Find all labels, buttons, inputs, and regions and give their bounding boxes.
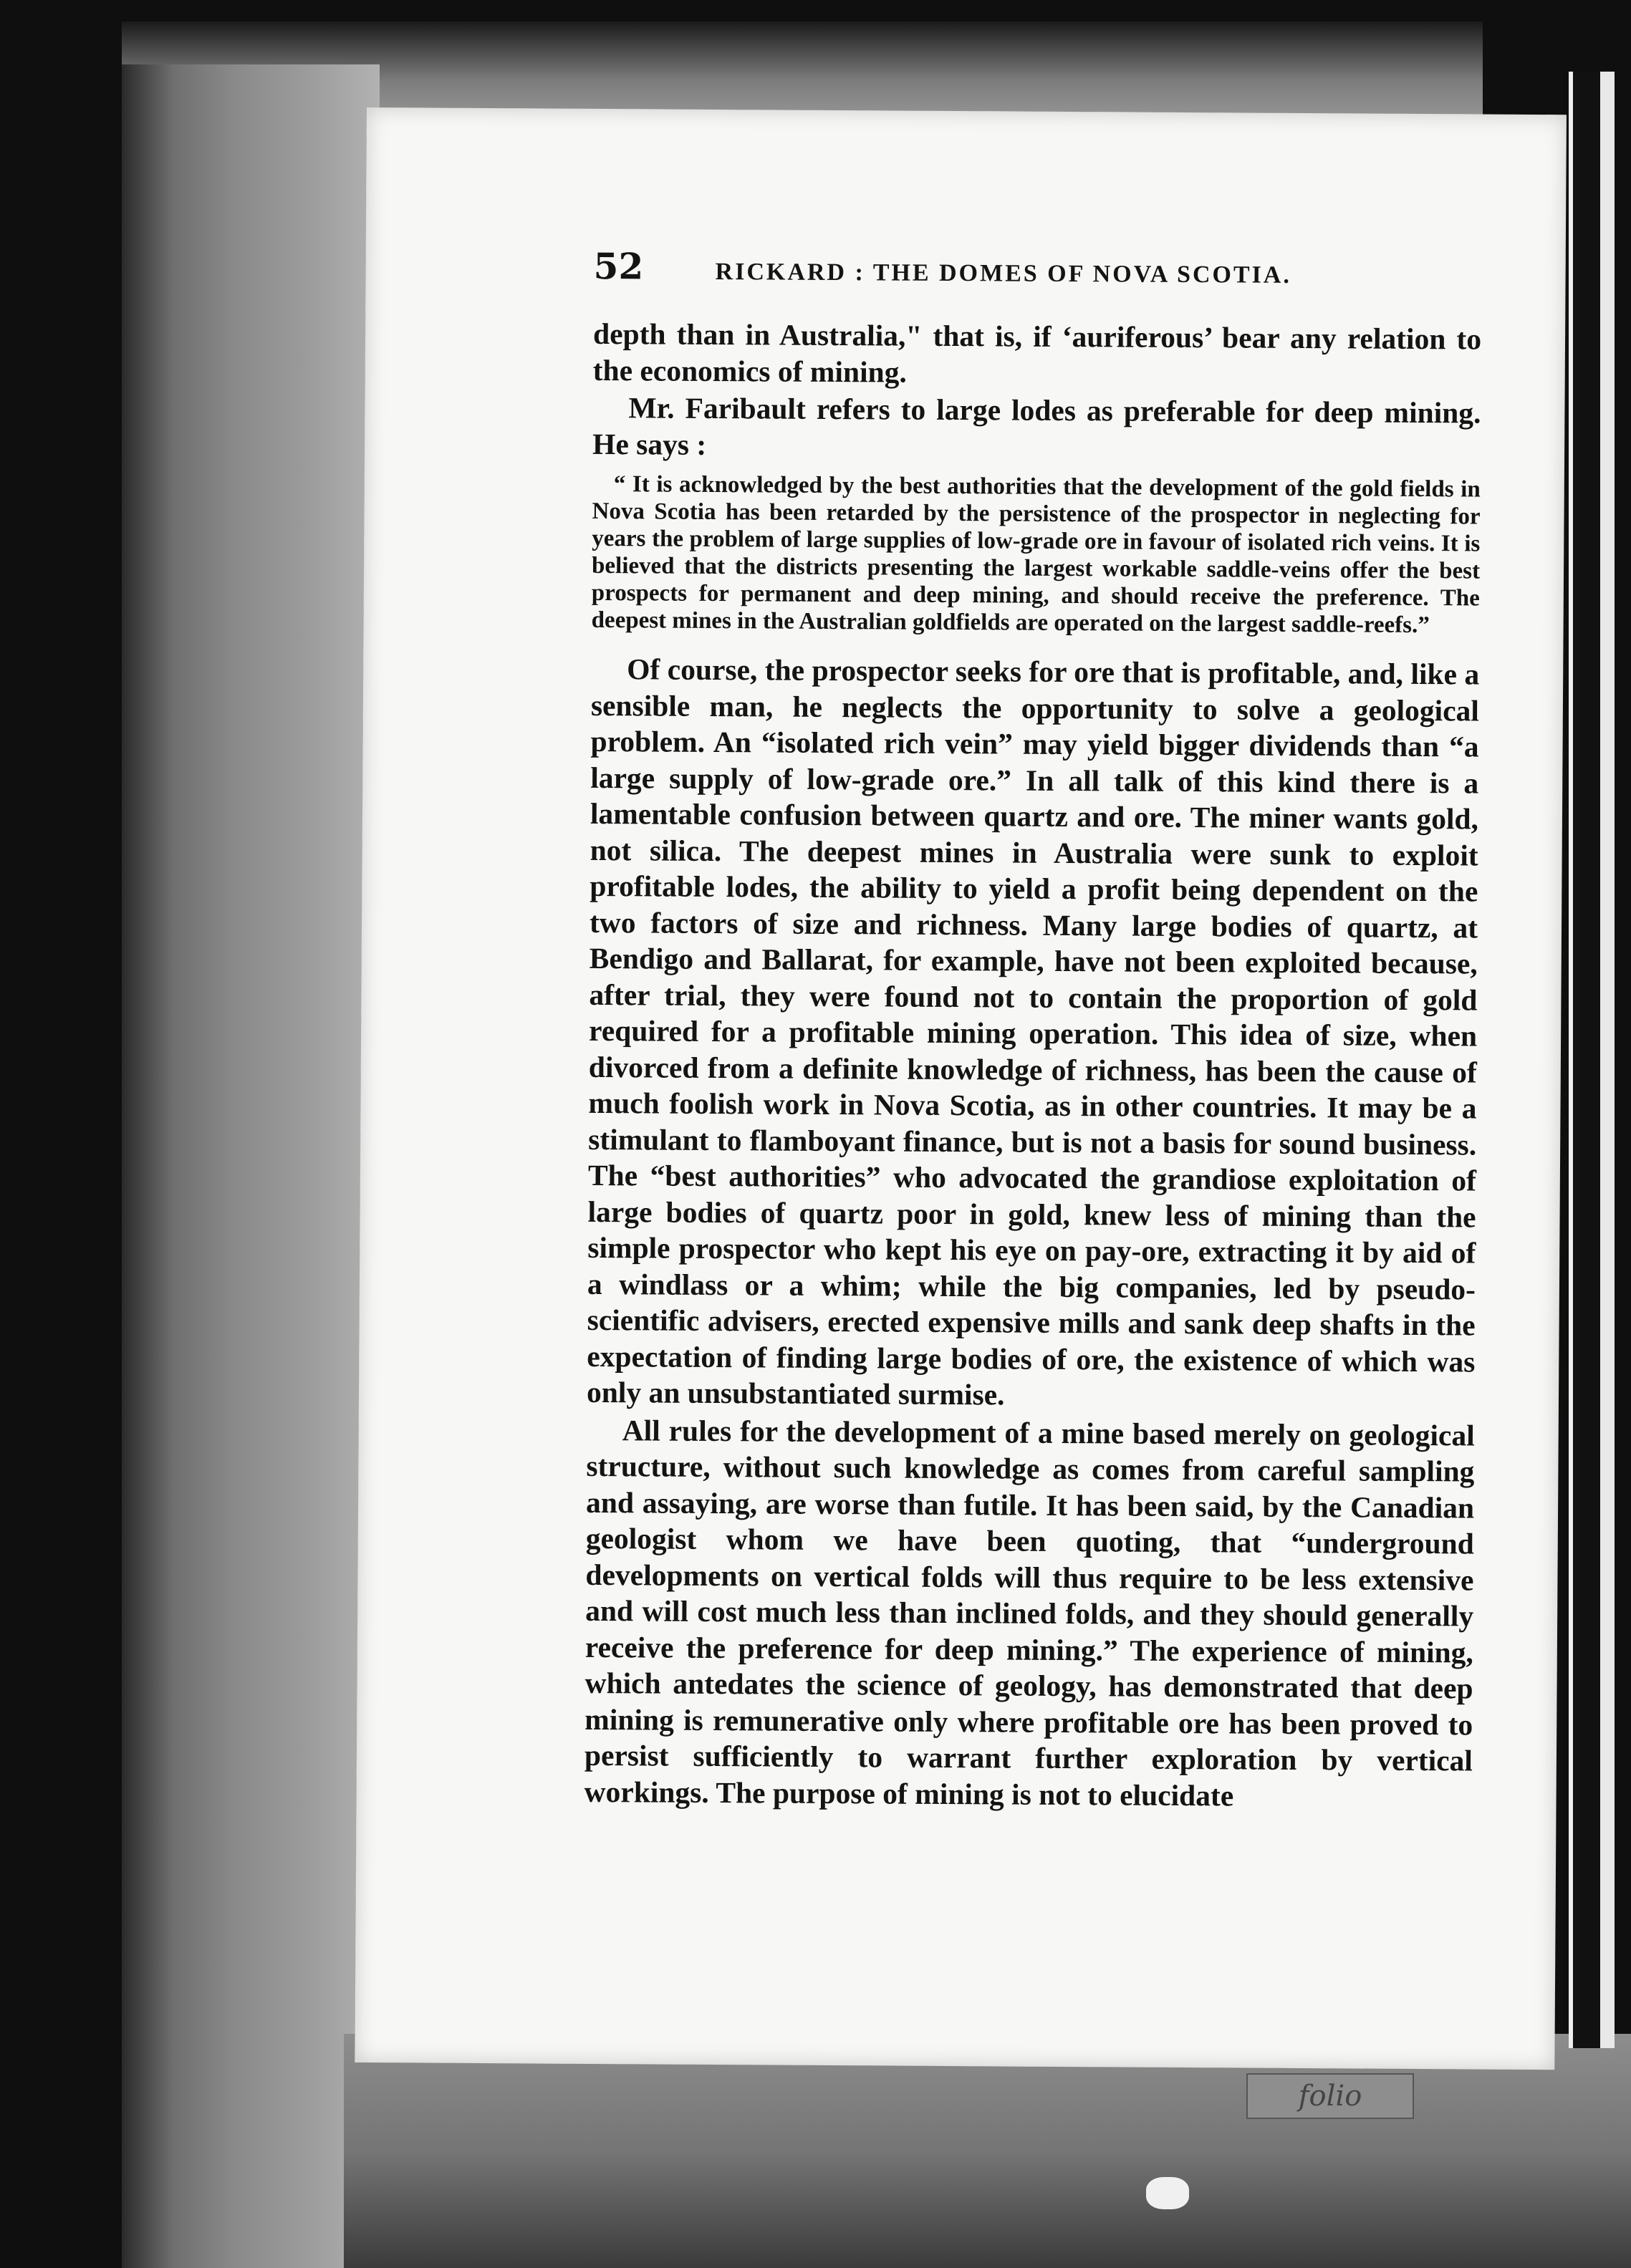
- library-stamp: folio: [1246, 2073, 1414, 2119]
- paragraph-continuation: depth than in Australia," that is, if ‘auriferous’ bear any relation to the economics of mining.: [592, 317, 1482, 389]
- page-text-block: [584, 245, 1481, 1815]
- scan-right-border: [1569, 72, 1600, 2048]
- scan-smudge: [1146, 2177, 1189, 2209]
- paragraph-faribault-intro: Mr. Faribault refers to large lodes as preferable for deep mining. He says :: [592, 391, 1481, 461]
- running-title: RICKARD : THE DOMES OF NOVA SCOTIA.: [715, 258, 1292, 289]
- page-number: 52: [593, 244, 644, 288]
- facing-page-margin: [122, 64, 380, 2268]
- book-page: [355, 107, 1567, 2070]
- block-quote: “ It is acknowledged by the best authorities that the development of the gold fields in Nova Scotia has been retarded by the persistence of the prospector in neglecting for years the problem of large supplies of low-grade ore in favour of isolated rich veins. It is believed that the districts presenting the largest workable saddle-veins offer the best prospects for permanent and deep mining, and should receive the preference. The deepest mines in the Australian goldfields are operated on the largest saddle-reefs.”: [591, 471, 1481, 639]
- paragraph-rules: All rules for the development of a mine based merely on geological structure, without such knowledge as comes from careful sampling and assaying, are worse than futile. It has been said, by the Canadian geologist whom we have been quoting, that “underground developments on vertical folds will thus require to be less extensive and will cost much less than inclined folds, and they should generally receive the preference for deep mining.” The experience of mining, which antedates the science of geology, has demonstrated that deep mining is remunerative only where profitable ore has been proved to persist sufficiently to warrant further exploration by vertical workings. The purpose of mining is not to elucidate: [584, 1413, 1475, 1812]
- next-page-edge: [1600, 72, 1615, 2048]
- running-head: [593, 245, 1481, 293]
- paragraph-prospector: Of course, the prospector seeks for ore that is profitable, and, like a sensible man, he neglects the opportunity to solve a geological problem. An “isolated rich vein” may yield bigger dividends than “a large supply of low-grade ore.” In all talk of this kind there is a lamentable confusion between quartz and ore. The miner wants gold, not silica. The deepest mines in Australia were sunk to exploit profitable lodes, the ability to yield a profit being dependent on the two factors of size and richness. Many large bodies of quartz, at Bendigo and Ballarat, for example, have not been exploited because, after trial, they were found not to contain the proportion of gold required for a profitable mining operation. This idea of size, when divorced from a definite knowledge of richness, has been the cause of much foolish work in Nova Scotia, as in other countries. It may be a stimulant to flamboyant finance, but is not a basis for sound business. The “best authorities” who advocated the grandiose exploitation of large bodies of quartz poor in gold, knew less of mining than the simple prospector who kept his eye on pay-ore, extracting it by aid of a windlass or a whim; while the big companies, led by pseudo-scientific advisers, erected expensive mills and sank deep shafts in the expectation of finding large bodies of ore, the existence of which was only an unsubstantiated surmise.: [586, 652, 1480, 1412]
